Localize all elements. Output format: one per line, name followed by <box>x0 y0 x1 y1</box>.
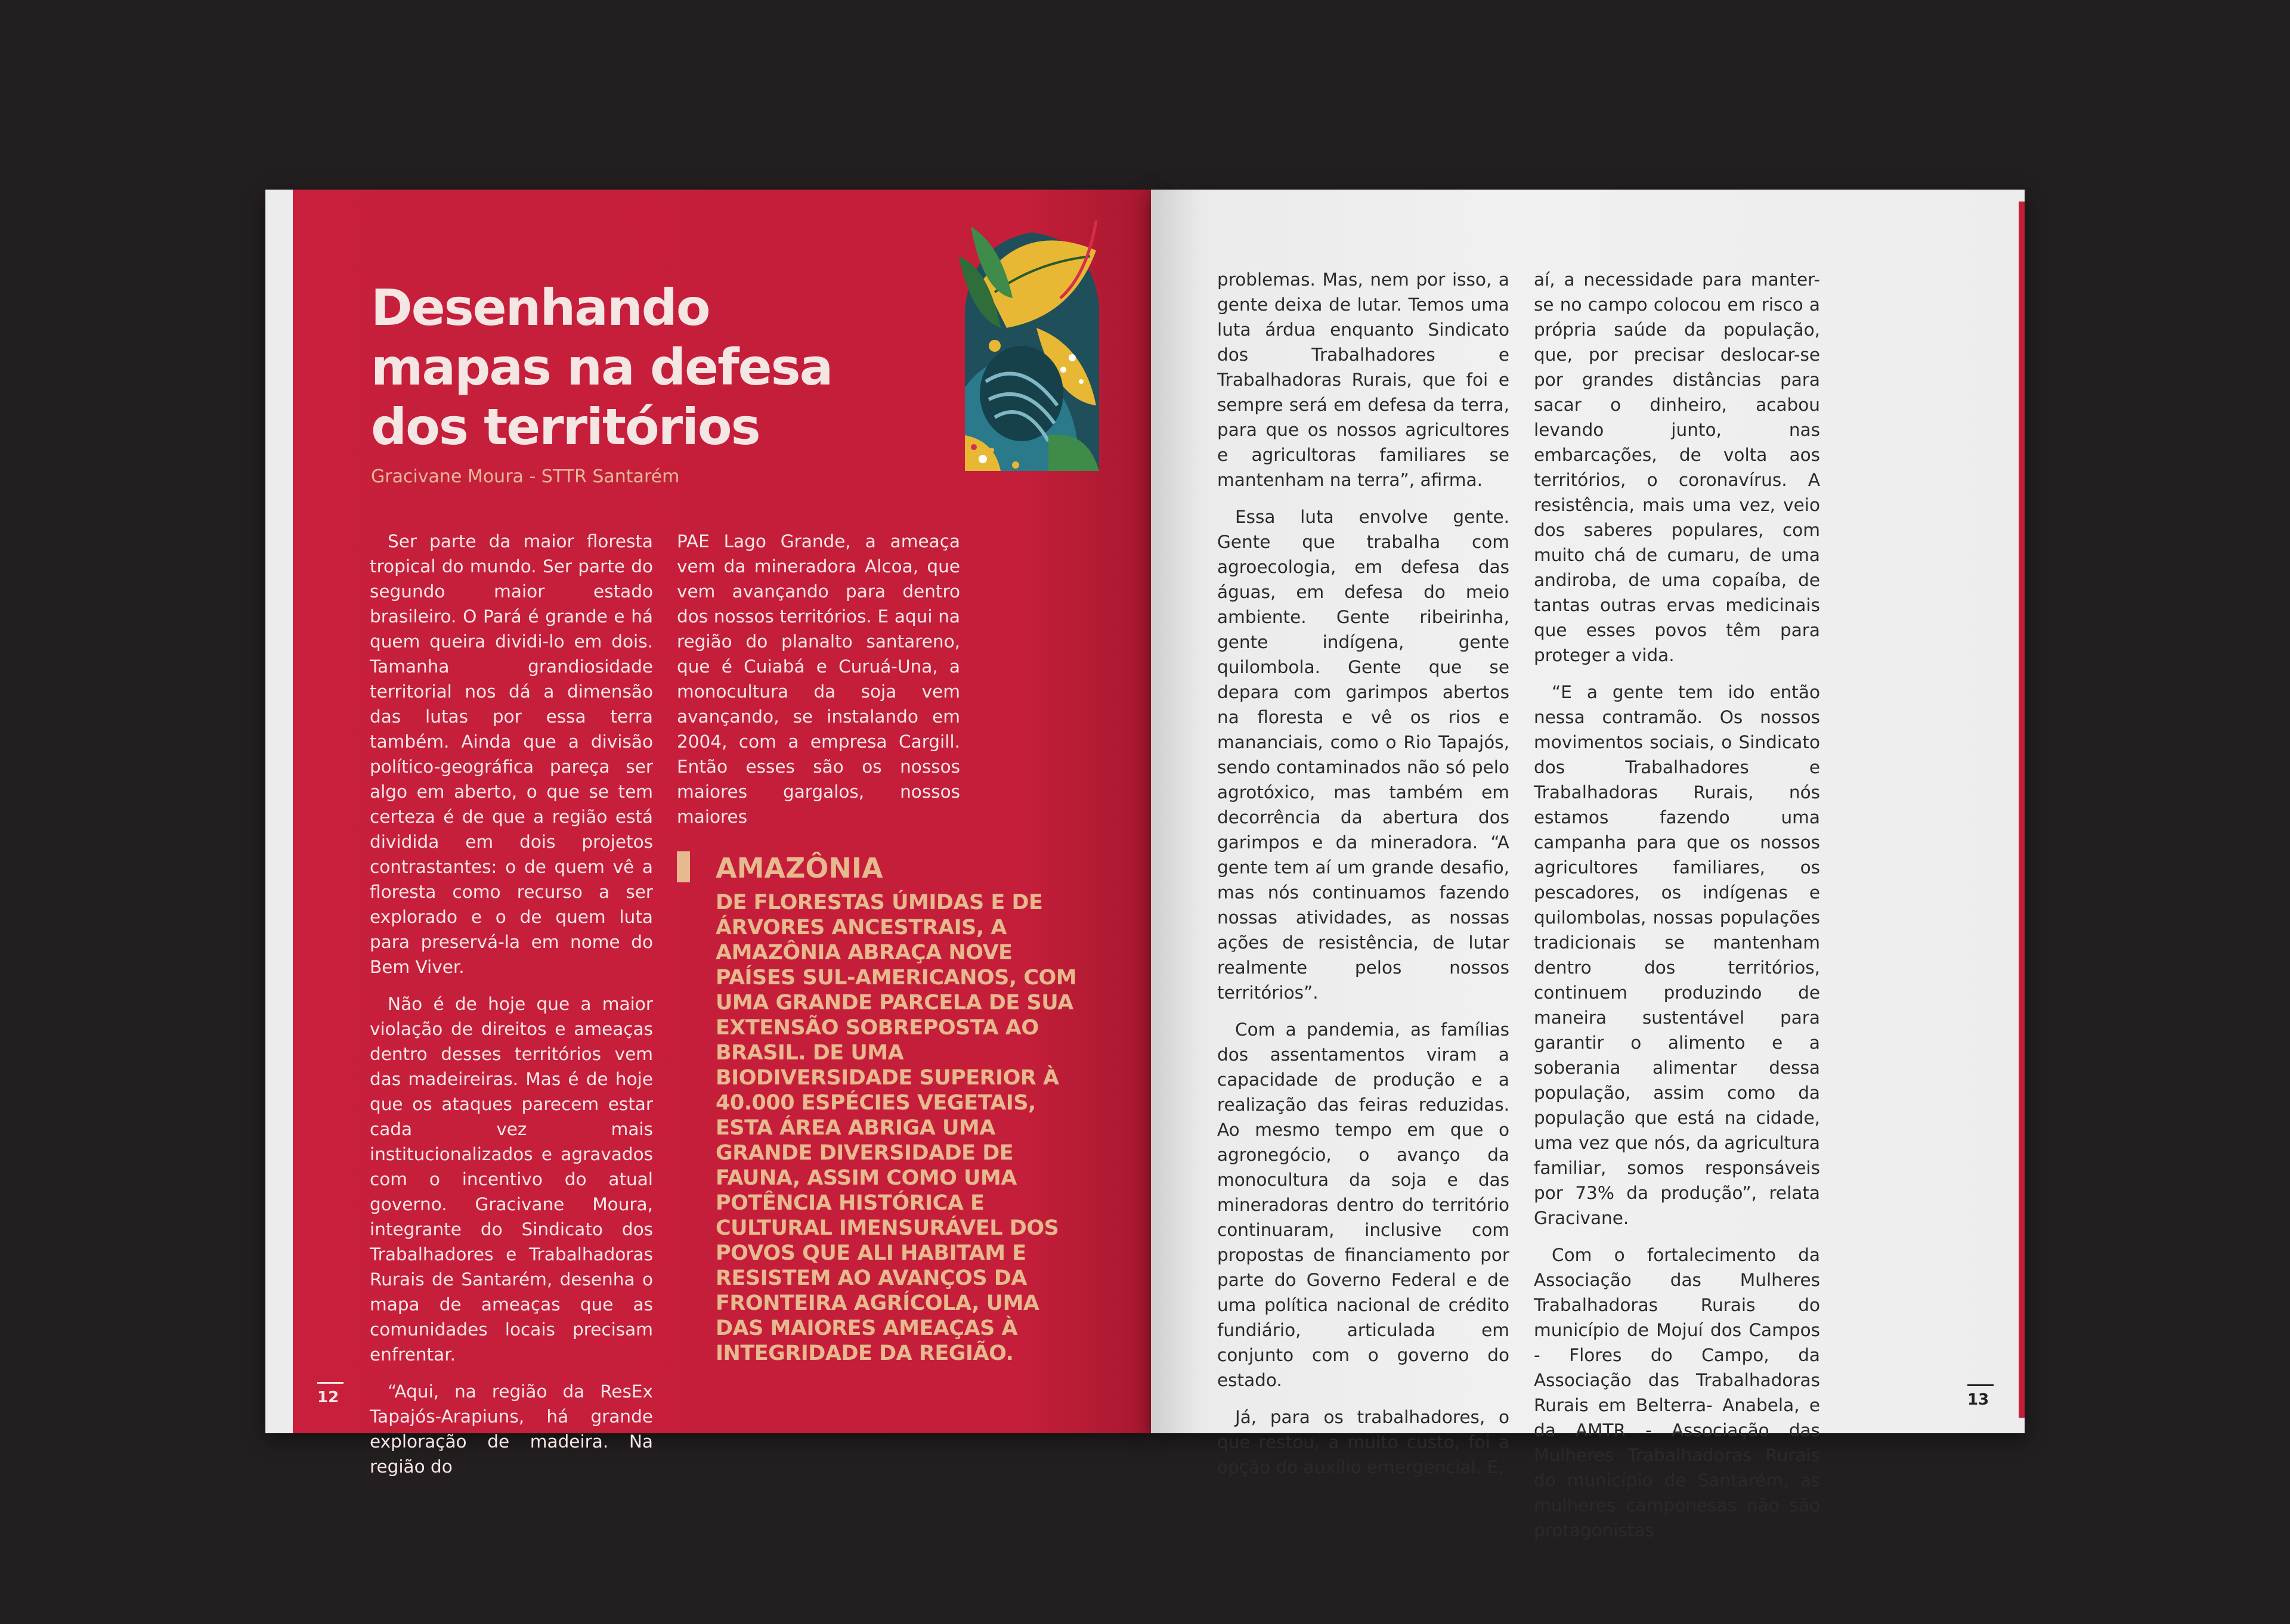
page-number <box>317 1382 344 1406</box>
paragraph: aí, a necessidade para manter-se no campo colocou em risco a própria saúde da população, que, por precisar deslocar-se por grandes distâncias para sacar o dinheiro, acabou levando junto, nas embarcações, de volta aos territórios, o coronavírus. A resistência, mais uma vez, veio dos saberes populares, com muito chá de cumaru, de uma andiroba, de uma copaíba, de tantas outras ervas medicinais que esses povos têm para proteger a vida. <box>1534 269 1820 665</box>
paragraph: Com o fortalecimento da Associação das Mulheres Trabalhadoras Rurais do município de Mojuí dos Campos - Flores do Campo, da Associação das Trabalhadoras Rurais em Belterra- Anabela, e da AMTR - Associação das Mulheres Trabalhadoras Rurais do município de Santarém, as mulheres camponesas não são protagonistas <box>1534 1245 1820 1541</box>
page-number-rule <box>1967 1384 1994 1386</box>
pullquote-accent-bar <box>677 851 690 882</box>
page-number-text: 13 <box>1967 1391 1989 1409</box>
paragraph: “Aqui, na região da ResEx Tapajós-Arapiuns, há grande exploração de madeira. Na região do <box>370 1381 653 1477</box>
byline: Gracivane Moura - STTR Santarém <box>371 466 680 487</box>
paragraph: “E a gente tem ido então nessa contramão. Os nossos movimentos sociais, o Sindicato dos Trabalhadores e Trabalhadoras Rurais, nós estamos fazendo uma campanha para que os nossos agricultores familiares, os pescadores, os indígenas e quilombolas, nossas populações tradicionais se mantenham dentro dos territórios, continuem produzindo de maneira sustentável para garantir o alimento e a soberania alimentar dessa população, assim como da população que está na cidade, uma vez que nós, da agricultura familiar, somos responsáveis por 73% da produção”, relata Gracivane. <box>1534 682 1820 1228</box>
right-page <box>1151 190 2025 1541</box>
paragraph: Com a pandemia, as famílias dos assentamentos viram a capacidade de produção e a realização das feiras reduzidas. Ao mesmo tempo em que o agronegócio, o avanço da monocultura da soja e das mineradoras dentro do território continuaram, inclusive com propostas de financiamento por parte do Governo Federal e de uma política nacional de crédito fundiário, articulada em conjunto com o governo do estado. <box>1217 1019 1509 1390</box>
paragraph: Não é de hoje que a maior violação de direitos e ameaças dentro desses territórios vem das madeireiras. Mas é de hoje que os ataques parecem estar cada vez mais institucionalizados e agravados com o incentivo do atual governo. Gracivane Moura, integrante do Sindicato dos Trabalhadores e Trabalhadoras Rurais de Santarém, desenha o mapa de ameaças que as comunidades locais precisam enfrentar. <box>370 994 653 1365</box>
magazine-spread <box>265 190 2025 1541</box>
paragraph: PAE Lago Grande, a ameaça vem da mineradora Alcoa, que vem avançando para dentro dos nossos territórios. E aqui na região do planalto santareno, que é Cuiabá e Curuá-Una, a monocultura da soja vem avançando, se instalando em 2004, com a empresa Cargill. Então esses são os nossos maiores gargalos, nossos maiores <box>677 531 960 827</box>
paragraph: problemas. Mas, nem por isso, a gente deixa de lutar. Temos uma luta árdua enquanto Sindicato dos Trabalhadores e Trabalhadoras Rurais, que foi e sempre será em defesa da terra, para que os nossos agricultores e agricultoras familiares se mantenham na terra”, afirma. <box>1217 269 1509 490</box>
left-page <box>265 190 1151 1477</box>
paragraph: Essa luta envolve gente. Gente que trabalha com agroecologia, em defesa das águas, em defesa do meio ambiente. Gente ribeirinha, gente indígena, gente quilombola. Gente que se depara com garimpos abertos na floresta e vê os rios e mananciais, como o Rio Tapajós, sendo contaminados não só pelo agrotóxico, mas também em decorrência da abertura dos garimpos e da mineradora. “A gente tem aí um grande desafio, mas nós continuamos fazendo nossas atividades, as nossas ações de resistência, de lutar realmente pelos nossos territórios”. <box>1217 507 1509 1003</box>
page-edge <box>265 190 293 1433</box>
page-edge <box>2019 202 2025 1418</box>
page-number-rule <box>317 1382 344 1384</box>
article-column <box>370 529 653 1491</box>
paragraph: Ser parte da maior floresta tropical do mundo. Ser parte do segundo maior estado brasileiro. O Pará é grande e há quem queira dividi-lo em dois. Tamanha grandiosidade territorial nos dá a dimensão das lutas por essa terra também. Ainda que a divisão político-geográfica pareça ser algo em aberto, o que se tem certeza é de que a região está dividida em dois projetos contrastantes: o de quem vê a floresta como recurso a ser explorado e o de quem luta para preservá-la em nome do Bem Viver. <box>370 531 653 977</box>
article-column <box>677 529 960 841</box>
pullquote-text: DE FLORESTAS ÚMIDAS E DE ÁRVORES ANCESTRAIS, A AMAZÔNIA ABRAÇA NOVE PAÍSES SUL-AMERICANOS, COM UMA GRANDE PARCELA DE SUA EXTENSÃO SOBREPOSTA AO BRASIL. DE UMA BIODIVERSIDADE SUPERIOR À 40.000 ESPÉCIES VEGETAIS, ESTA ÁREA ABRIGA UMA GRANDE DIVERSIDADE DE FAUNA, ASSIM COMO UMA POTÊNCIA HISTÓRICA E CULTURAL IMENSURÁVEL DOS POVOS QUE ALI HABITAM E RESISTEM AO AVANÇOS DA FRONTEIRA AGRÍCOLA, UMA DAS MAIORES AMEAÇAS À INTEGRIDADE DA REGIÃO. <box>716 891 1077 1365</box>
title-line: dos territórios <box>371 398 760 456</box>
tropical-leaves-illustration <box>959 209 1102 490</box>
article-title <box>371 278 908 457</box>
title-line: Desenhando <box>371 278 710 337</box>
pullquote-heading: AMAZÔNIA <box>716 852 883 884</box>
article-column <box>1217 267 1509 1492</box>
title-line: mapas na defesa <box>371 338 833 396</box>
article-column <box>1534 267 1820 1555</box>
page-number <box>1967 1384 1994 1409</box>
page-number-text: 12 <box>317 1389 339 1406</box>
paragraph: Já, para os trabalhadores, o que restou, a muito custo, foi a opção do auxílio emergencial. E, <box>1217 1407 1509 1477</box>
